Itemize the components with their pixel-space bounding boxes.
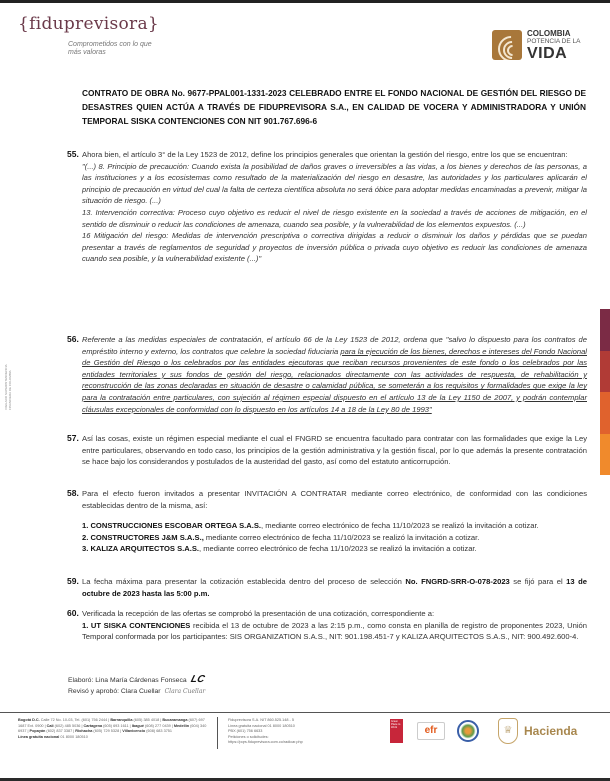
clause-number: 58. (67, 488, 79, 498)
clause-text: Ahora bien, el artículo 3° de la Ley 1523 de 2012, define los principios generales que orientan la gestión del riesgo, entre los que se encuentran: (82, 150, 568, 159)
contract-title: CONTRATO DE OBRA No. 9677-PPAL001-1331-2023 CELEBRADO ENTRE EL FONDO NACIONAL DE GESTIÓN DEL RIESGO DE DESASTRES QUIEN ACTÚA A TRAVÉS DE FIDUPREVISORA S.A., EN CALIDAD DE VOCERA Y ADMINISTRADORA Y UNIÓN TEMPORAL SISKA CONTENCIONES CON NIT 901.767.696-6 (82, 88, 586, 126)
office-info: (605) 385 4018 | (132, 718, 163, 722)
certification-seal-icon (457, 720, 479, 742)
office-info: (602) 485 5036 | (53, 723, 84, 728)
clause-number: 57. (67, 433, 79, 443)
signature-reviso (68, 688, 205, 695)
clause-number: 60. (67, 608, 79, 618)
clause-57 (67, 433, 587, 468)
invited-detail: , mediante correo electrónico de fecha 11/10/2023 se realizó la invitación a cotizar. (261, 521, 539, 531)
colombia-wave-icon (492, 30, 522, 60)
office-city: Línea gratuita nacional (18, 734, 60, 739)
clause-55 (67, 149, 587, 265)
side-color-bar (600, 309, 610, 475)
footer-divider (0, 712, 610, 713)
contact-line: Línea gratuita nacional 01 8000 180510 (228, 723, 295, 728)
office-info: (608) 277 0439 | (143, 723, 174, 728)
clause-56 (67, 334, 587, 415)
fiduprevisora-tagline: Comprometidos con lo que más valoras (68, 41, 152, 56)
fiduprevisora-logo-text: {fiduprevisora} (18, 14, 160, 34)
clause-number: 56. (67, 334, 79, 344)
office-city: Medellín (173, 723, 190, 728)
office-city: Popayán (29, 729, 46, 734)
office-city: Barranquilla (110, 718, 133, 722)
invited-item (82, 520, 587, 532)
side-bar-segment (600, 434, 610, 476)
office-city: Ibagué (131, 723, 144, 728)
quote-intervencion-correctiva: 13. Intervención correctiva: Proceso cuyo objetivo es reducir el nivel de riesgo existente en la sociedad a través de acciones de mitigación, en el sentido de disminuir o reducir las condiciones de amenaza, cuando sea posible, y la vulnerabilidad de los elementos expuestos. (...) (82, 207, 587, 229)
office (18, 718, 110, 722)
invited-detail: mediante correo electrónico de fecha 11/10/2023 se realizó la invitación a cotizar. (203, 532, 480, 542)
invited-company: 2. CONSTRUCTORES J&M S.A.S., (82, 532, 204, 542)
deadline: 13 de octubre de 2023 hasta las 5:00 p.m. (82, 577, 587, 598)
contact-petitions-label: Peticiones o solicitudes: (228, 734, 269, 739)
signature-elaboro (68, 674, 204, 685)
invited-list (82, 520, 587, 555)
clause-text: La fecha máxima para presentar la cotización establecida dentro del proceso de selección (82, 577, 406, 586)
office-info: (605) 693 1611 | (102, 723, 132, 728)
office (84, 724, 132, 728)
office-info: (607) 697 1687 Ext. 0900 | (18, 718, 205, 728)
reviso-signature: Clara Cuellar (164, 688, 206, 695)
vigilado-margin-text: VIGILADO SUPERINTENDENCIA FINANCIERA DE COLOMBIA (4, 364, 12, 410)
invited-item (82, 543, 587, 555)
colombia-coat-of-arms-icon: ♕ (498, 718, 518, 744)
contact-pbx: PBX (601) 756 6633 (228, 729, 263, 734)
great-place-to-work-badge: Great Place to Work (390, 719, 403, 743)
quote-principio-precaucion: "(...) 8. Principio de precaución: Cuando exista la posibilidad de daños graves o irreversibles a las vidas, a los bienes y derechos de las personas, a las instituciones y a los ecosistemas como resultado de la materialización del riesgo en desastre, las autoridades y los particulares aplicarán el principio de precaución en virtud del cual la falta de certeza científica absoluta no será óbice para adoptar medidas encaminadas a prevenir, mitigar la situación de riesgo. (...) (82, 161, 587, 206)
clause-59 (67, 576, 587, 599)
clause-text: Para el efecto fueron invitados a presentar INVITACIÓN A CONTRATAR mediante correo electrónico, de conformidad con las condiciones establecidas dentro de la misma, así: (82, 489, 587, 510)
invited-detail: , mediante correo electrónico de fecha 11/10/2023 se realizó la invitación a cotizar. (199, 544, 477, 554)
office-info: Calle 72 No. 10-03, Tel. (601) 756 2444 | (39, 718, 111, 722)
clause-text: Así las cosas, existe un régimen especial mediante el cual el FNGRD se encuentra facultado para contratar con las formalidades que exige la Ley entre particulares, observando en todo caso, los principios de la gestión administrativa y la gestión fiscal, por lo que además la presente contratación se hace bajo los considerandos y postulados de la austeridad del gasto, así como del estatuto anticorrupción. (82, 434, 587, 467)
office-city: Bucaramanga (162, 718, 188, 722)
office-info: 01 8000 180510 (59, 734, 88, 739)
colombia-logo-line1: COLOMBIA (527, 29, 571, 38)
office (132, 724, 174, 728)
clause-text: Verificada la recepción de las ofertas se comprobó la presentación de una cotización, correspondiente a: (82, 609, 435, 618)
clause-number: 59. (67, 576, 79, 586)
clause-text-b: se fijó para el (509, 577, 567, 586)
side-bar-segment (600, 392, 610, 434)
elaboro-label: Elaboró: Lina María Cárdenas Fonseca (68, 677, 187, 684)
office (18, 735, 88, 739)
side-bar-segment (600, 309, 610, 351)
office-info: (602) 837 3387 | (45, 729, 76, 734)
office-city: Villavicencio (122, 729, 146, 734)
clause-number: 55. (67, 149, 79, 159)
offer-company: 1. UT SISKA CONTENCIONES (82, 620, 191, 630)
offer-detail: recibida el 13 de octubre de 2023 a las 2:15 p.m., como consta en planilla de registro de proponentes 2023, Unión Temporal conformada por los participantes: SIS ORGANIZATION S.A.S., NIT: 901.198.451-7 y KALIZA ARQUITECTOS S.A.S., NIT: 900.492.600-4. (82, 620, 587, 642)
clause-60 (67, 608, 587, 643)
office (122, 729, 172, 733)
clause-underlined-text: para la ejecución de los bienes, derechos e intereses del Fondo Nacional de Gestión del Riesgo o los celebrados por las entidades ejecutoras que reciban recursos provenientes de este fondo o los celebrados por las entidades territoriales y sus fondos de gestión del riesgo, relacionados directamente con las actividades de respuesta, de rehabilitación y reconstrucción de las zonas declaradas en situación de desastre o calamidad pública, se someterán a los requisitos y formalidades que exige la ley para la contratación entre particulares, con sujeción al régimen especial dispuesto en el artículo 13 de la Ley 1150 de 2007, y podrán contemplar cláusulas excepcionales de conformidad con lo dispuesto en los artículos 14 a 18 de la Ley 80 de 1993" (82, 346, 587, 414)
elaboro-signature: LC (189, 674, 206, 685)
top-border (0, 0, 610, 3)
reviso-label: Revisó y aprobó: Clara Cuellar (68, 688, 161, 695)
office-city: Cartagena (83, 723, 103, 728)
office-city: Cali (46, 723, 54, 728)
office-info: (608) 683 3751 (145, 729, 173, 734)
footer-vertical-divider (217, 717, 218, 749)
colombia-logo-line3: VIDA (527, 45, 568, 62)
footer-offices (18, 718, 208, 740)
office (30, 729, 76, 733)
office-city: Bogotá D.C. (18, 718, 40, 722)
quote-mitigacion-riesgo: 16 Mitigación del riesgo: Medidas de intervención prescriptiva o correctiva dirigidas a reducir o disminuir los daños y pérdidas que se puedan presentar a través de reglamentos de seguridad y proyectos de inversión pública o privada cuyo objetivo es reducir las condiciones de amenaza cuando sea posible, y la vulnerabilidad existente (...)" (82, 231, 587, 264)
office (75, 729, 122, 733)
colombia-logo-line2: POTENCIA DE LA (527, 38, 581, 45)
office-city: Riohacha (75, 729, 93, 734)
colombia-potencia-logo (492, 27, 602, 65)
office (110, 718, 162, 722)
clause-text: Referente a las medidas especiales de contratación, el artículo 66 de la Ley 1523 de 2012, ordena que "salvo lo dispuesto para los contratos de empréstito interno y externo, los contratos que celebre la sociedad fiduciaria (82, 335, 587, 356)
contact-nit: Fiduprevisora S.A. NIT 860.525.148 - 5 (228, 718, 294, 722)
hacienda-logo: Hacienda (524, 724, 578, 738)
contact-pqrs-link[interactable]: https://pqrs.fiduprevisora.com.co/radicar.php (228, 740, 303, 745)
office (47, 724, 84, 728)
office-info: (604) 340 6937 | (18, 723, 207, 734)
footer-contact (228, 718, 338, 746)
office-info: (605) 729 5328 | (92, 729, 123, 734)
efr-badge: efr (417, 722, 445, 740)
invited-company: 1. CONSTRUCCIONES ESCOBAR ORTEGA S.A.S. (82, 521, 262, 531)
clause-58 (67, 488, 587, 555)
invited-item (82, 532, 587, 544)
process-number: No. FNGRD-SRR-O-078-2023 (405, 577, 510, 586)
fiduprevisora-logo (18, 14, 160, 56)
invited-company: 3. KALIZA ARQUITECTOS S.A.S. (82, 544, 200, 554)
side-bar-segment (600, 351, 610, 393)
